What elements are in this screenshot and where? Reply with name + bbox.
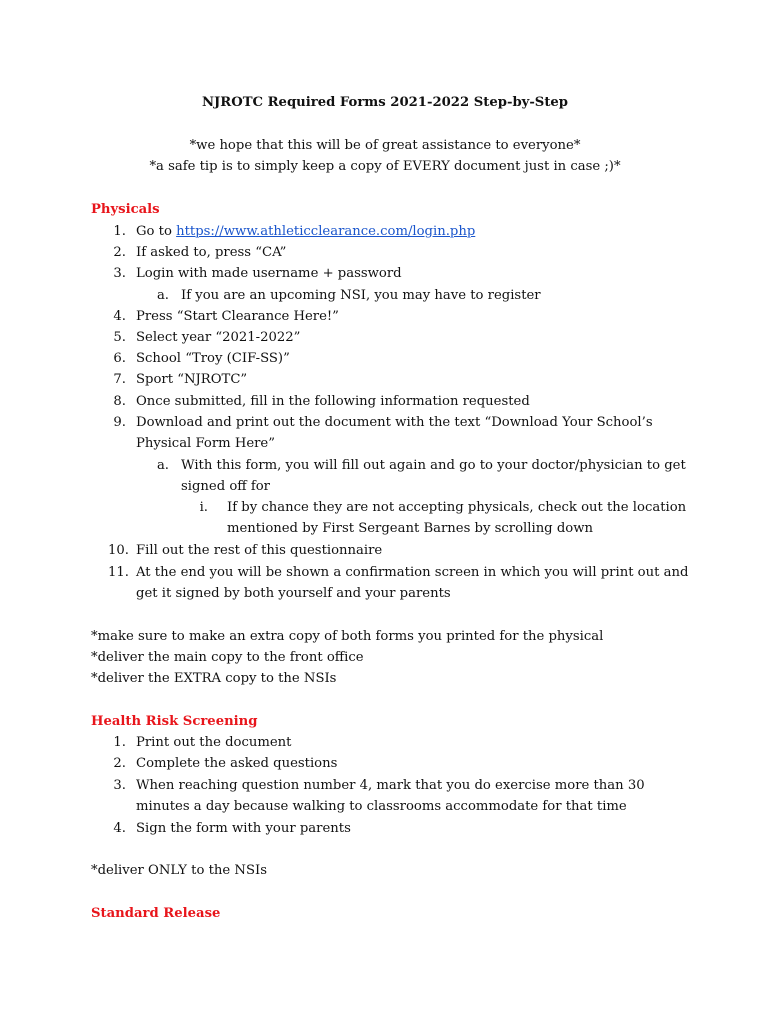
physicals-heading: Physicals <box>91 202 160 217</box>
list-marker: a. <box>156 458 169 473</box>
list-item: If by chance they are not accepting physicals, check out the location <box>227 500 687 515</box>
document-title: NJROTC Required Forms 2021-2022 Step-by-Step <box>201 95 569 110</box>
list-item <box>136 221 475 242</box>
list-marker: 6. <box>113 351 126 366</box>
list-marker: 7. <box>113 372 126 387</box>
list-item: Once submitted, fill in the following information requested <box>136 394 530 409</box>
athletic-clearance-link[interactable]: https://www.athleticclearance.com/login.php <box>176 224 476 239</box>
list-marker: 2. <box>113 756 126 771</box>
list-item: If you are an upcoming NSI, you may have to register <box>181 288 541 303</box>
list-item: Complete the asked questions <box>136 756 338 771</box>
list-marker: 8. <box>113 394 126 409</box>
list-marker: 4. <box>113 821 126 836</box>
list-item: With this form, you will fill out again and go to your doctor/physician to get <box>181 458 686 473</box>
list-marker: 3. <box>113 266 126 281</box>
list-item-continuation: signed off for <box>181 479 270 494</box>
list-item: Print out the document <box>136 735 292 750</box>
list-marker: 9. <box>113 415 126 430</box>
list-item: Download and print out the document with the text “Download Your School’s <box>136 415 653 430</box>
list-marker: 1. <box>113 735 126 750</box>
physicals-note: *make sure to make an extra copy of both forms you printed for the physical <box>91 629 604 644</box>
list-item: When reaching question number 4, mark that you do exercise more than 30 <box>136 778 645 793</box>
list-item: Select year “2021-2022” <box>136 330 301 345</box>
list-marker: 4. <box>113 309 126 324</box>
list-item-continuation: mentioned by First Sergeant Barnes by scrolling down <box>227 521 593 536</box>
list-marker: 5. <box>113 330 126 345</box>
health-risk-heading: Health Risk Screening <box>91 714 258 729</box>
intro-line-2: *a safe tip is to simply keep a copy of EVERY document just in case ;)* <box>149 159 621 174</box>
list-item: Press “Start Clearance Here!” <box>136 309 339 324</box>
list-item: Fill out the rest of this questionnaire <box>136 543 383 558</box>
list-item: At the end you will be shown a confirmation screen in which you will print out and <box>136 565 689 580</box>
list-item-continuation: Physical Form Here” <box>136 436 275 451</box>
list-marker: 11. <box>108 565 129 580</box>
list-marker: a. <box>156 288 169 303</box>
list-item: Login with made username + password <box>136 266 402 281</box>
step-text: Go to <box>136 224 177 239</box>
list-marker: 2. <box>113 245 126 260</box>
list-marker: 3. <box>113 778 126 793</box>
list-item: Sport “NJROTC” <box>136 372 248 387</box>
list-item-continuation: minutes a day because walking to classrooms accommodate for that time <box>136 799 627 814</box>
physicals-note: *deliver the main copy to the front office <box>91 650 364 665</box>
standard-release-heading: Standard Release <box>91 906 221 921</box>
list-item: If asked to, press “CA” <box>136 245 287 260</box>
list-marker: 1. <box>113 224 126 239</box>
intro-line-1: *we hope that this will be of great assistance to everyone* <box>189 138 581 153</box>
list-item: Sign the form with your parents <box>136 821 351 836</box>
list-item: School “Troy (CIF-SS)” <box>136 351 290 366</box>
physicals-note: *deliver the EXTRA copy to the NSIs <box>91 671 337 686</box>
health-note: *deliver ONLY to the NSIs <box>91 863 267 878</box>
list-item-continuation: get it signed by both yourself and your parents <box>136 586 451 601</box>
list-marker: 10. <box>108 543 129 558</box>
list-marker: i. <box>199 500 208 515</box>
